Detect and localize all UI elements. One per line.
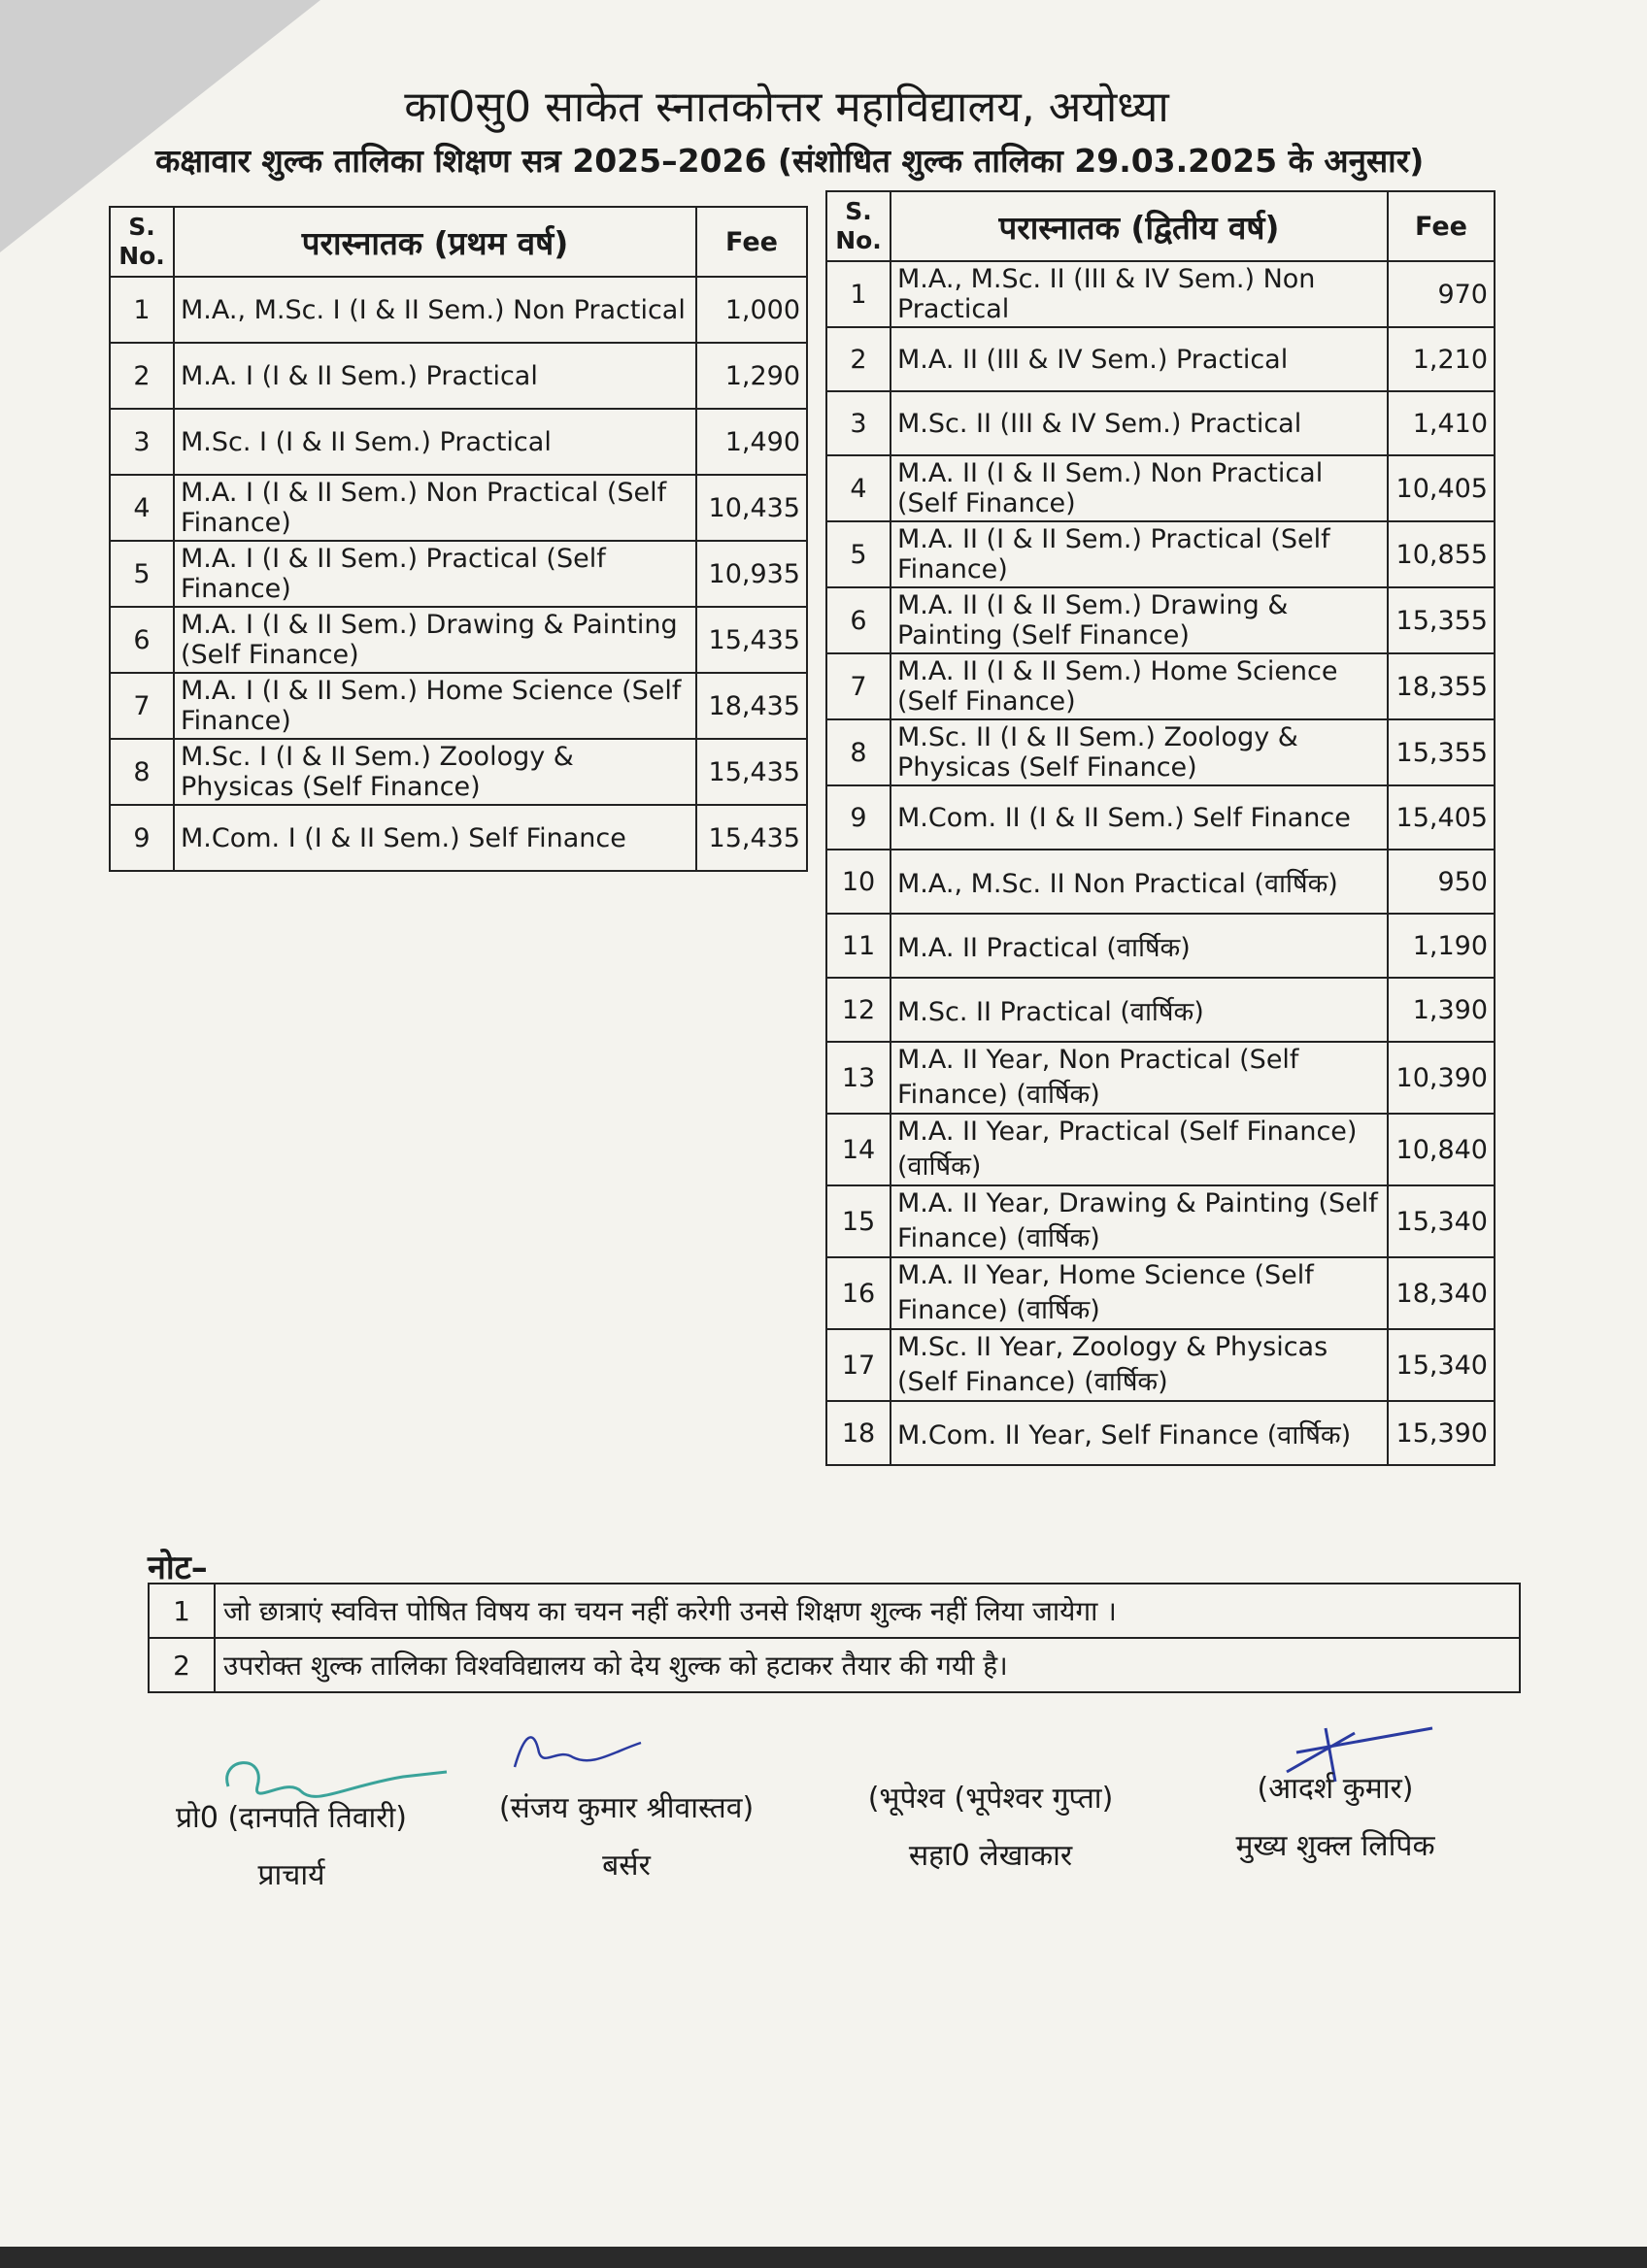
table-row [110, 805, 807, 871]
row-sno: 1 [110, 277, 174, 343]
signatory-name: (संजय कुमार श्रीवास्तव) [498, 1791, 755, 1825]
row-course-name: M.Sc. II (I & II Sem.) Zoology & Physicas (Self Finance) [891, 719, 1388, 785]
row-sno: 8 [110, 739, 174, 805]
row-fee: 1,390 [1388, 978, 1495, 1042]
row-sno: 5 [110, 541, 174, 607]
row-fee: 1,210 [1388, 327, 1495, 391]
row-sno: 18 [826, 1401, 891, 1465]
row-course-name: M.A. II Year, Practical (Self Finance) (वार्षिक) [891, 1114, 1388, 1185]
row-fee: 18,355 [1388, 653, 1495, 719]
row-sno: 11 [826, 914, 891, 978]
table-row [826, 653, 1495, 719]
row-sno: 4 [110, 475, 174, 541]
row-sno: 7 [826, 653, 891, 719]
note-text: जो छात्राएं स्ववित्त पोषित विषय का चयन नहीं करेगी उनसे शिक्षण शुल्क नहीं लिया जायेगा । [215, 1584, 1520, 1638]
scan-bottom-edge [0, 2247, 1647, 2268]
row-course-name: M.A. I (I & II Sem.) Drawing & Painting (Self Finance) [174, 607, 696, 673]
row-sno: 14 [826, 1114, 891, 1185]
table-row [826, 587, 1495, 653]
table-row [110, 409, 807, 475]
table-row [826, 1329, 1495, 1401]
col-sno-header: S. No. [826, 191, 891, 261]
row-sno: 17 [826, 1329, 891, 1401]
table-row [826, 1401, 1495, 1465]
table-row [826, 455, 1495, 521]
table-row [826, 1185, 1495, 1257]
row-fee: 15,340 [1388, 1329, 1495, 1401]
signatory-name: (भूपेश्व (भूपेश्वर गुप्ता) [867, 1782, 1114, 1816]
signature-scribble-bursar [505, 1723, 651, 1782]
row-sno: 2 [826, 327, 891, 391]
row-fee: 15,435 [696, 805, 807, 871]
note-number: 2 [149, 1638, 215, 1692]
row-course-name: M.A. II Year, Non Practical (Self Finance) (वार्षिक) [891, 1042, 1388, 1114]
row-fee: 18,340 [1388, 1257, 1495, 1329]
row-fee: 10,435 [696, 475, 807, 541]
row-fee: 10,405 [1388, 455, 1495, 521]
table-row [826, 1257, 1495, 1329]
signatory-principal [146, 1796, 437, 1893]
row-course-name: M.A., M.Sc. II (III & IV Sem.) Non Practical [891, 261, 1388, 327]
row-course-name: M.Com. II (I & II Sem.) Self Finance [891, 785, 1388, 850]
table-row [826, 1114, 1495, 1185]
row-fee: 950 [1388, 850, 1495, 914]
col-fee-header: Fee [1388, 191, 1495, 261]
table-row [826, 327, 1495, 391]
row-sno: 1 [826, 261, 891, 327]
table-row [110, 673, 807, 739]
row-fee: 1,000 [696, 277, 807, 343]
row-course-name: M.A. II Year, Drawing & Painting (Self Finance) (वार्षिक) [891, 1185, 1388, 1257]
signatory-designation: प्राचार्य [257, 1858, 325, 1892]
signatory-designation: सहा0 लेखाकार [908, 1839, 1073, 1873]
college-title: का0सु0 साकेत स्नातकोत्तर महाविद्यालय, अयोध्या [404, 83, 1169, 132]
row-fee: 15,390 [1388, 1401, 1495, 1465]
row-course-name: M.A. II Practical (वार्षिक) [891, 914, 1388, 978]
signatory-bursar [476, 1786, 777, 1884]
row-fee: 15,405 [1388, 785, 1495, 850]
row-course-name: M.A. I (I & II Sem.) Practical [174, 343, 696, 409]
row-course-name: M.Sc. I (I & II Sem.) Practical [174, 409, 696, 475]
row-fee: 1,410 [1388, 391, 1495, 455]
row-fee: 1,190 [1388, 914, 1495, 978]
col-name-header: परास्नातक (द्वितीय वर्ष) [891, 191, 1388, 261]
table-row [110, 343, 807, 409]
row-sno: 9 [826, 785, 891, 850]
row-fee: 10,390 [1388, 1042, 1495, 1114]
notes-table [148, 1583, 1521, 1693]
col-sno-header: S. No. [110, 207, 174, 277]
row-sno: 13 [826, 1042, 891, 1114]
signatory-designation: मुख्य शुक्ल लिपिक [1235, 1829, 1435, 1863]
row-fee: 15,435 [696, 739, 807, 805]
row-course-name: M.A. II Year, Home Science (Self Finance) (वार्षिक) [891, 1257, 1388, 1329]
first-year-rows [110, 277, 807, 871]
table-row [110, 277, 807, 343]
row-course-name: M.A. II (I & II Sem.) Practical (Self Finance) [891, 521, 1388, 587]
row-fee: 10,935 [696, 541, 807, 607]
row-fee: 1,490 [696, 409, 807, 475]
row-course-name: M.A. II (I & II Sem.) Non Practical (Self Finance) [891, 455, 1388, 521]
col-fee-header: Fee [696, 207, 807, 277]
table-row [110, 739, 807, 805]
row-fee: 15,355 [1388, 719, 1495, 785]
first-year-fee-table [109, 206, 808, 872]
row-sno: 3 [110, 409, 174, 475]
row-course-name: M.A. II (III & IV Sem.) Practical [891, 327, 1388, 391]
row-course-name: M.Com. I (I & II Sem.) Self Finance [174, 805, 696, 871]
note-label: नोट– [148, 1549, 208, 1587]
row-course-name: M.Com. II Year, Self Finance (वार्षिक) [891, 1401, 1388, 1465]
row-sno: 9 [110, 805, 174, 871]
second-year-fee-table [825, 190, 1496, 1466]
row-course-name: M.A. I (I & II Sem.) Non Practical (Self Finance) [174, 475, 696, 541]
row-course-name: M.A. II (I & II Sem.) Home Science (Self Finance) [891, 653, 1388, 719]
row-fee: 18,435 [696, 673, 807, 739]
table-row [826, 391, 1495, 455]
table-row [826, 850, 1495, 914]
row-course-name: M.A. II (I & II Sem.) Drawing & Painting (Self Finance) [891, 587, 1388, 653]
table-row [826, 785, 1495, 850]
table-row [826, 261, 1495, 327]
table-row [826, 521, 1495, 587]
row-sno: 4 [826, 455, 891, 521]
row-course-name: M.Sc. II (III & IV Sem.) Practical [891, 391, 1388, 455]
row-course-name: M.Sc. II Year, Zoology & Physicas (Self Finance) (वार्षिक) [891, 1329, 1388, 1401]
signatory-accountant [835, 1777, 1146, 1874]
note-number: 1 [149, 1584, 215, 1638]
row-course-name: M.A., M.Sc. II Non Practical (वार्षिक) [891, 850, 1388, 914]
note-row [149, 1638, 1520, 1692]
signatory-name: प्रो0 (दानपति तिवारी) [175, 1801, 408, 1835]
row-fee: 970 [1388, 261, 1495, 327]
row-course-name: M.A., M.Sc. I (I & II Sem.) Non Practical [174, 277, 696, 343]
row-fee: 1,290 [696, 343, 807, 409]
row-course-name: M.Sc. I (I & II Sem.) Zoology & Physicas (Self Finance) [174, 739, 696, 805]
table-row [826, 914, 1495, 978]
signatory-name: (आदर्श कुमार) [1257, 1772, 1414, 1806]
row-sno: 6 [826, 587, 891, 653]
col-name-header: परास्नातक (प्रथम वर्ष) [174, 207, 696, 277]
row-sno: 8 [826, 719, 891, 785]
row-sno: 7 [110, 673, 174, 739]
table-row [110, 475, 807, 541]
row-sno: 2 [110, 343, 174, 409]
row-sno: 12 [826, 978, 891, 1042]
row-sno: 5 [826, 521, 891, 587]
row-sno: 15 [826, 1185, 891, 1257]
row-fee: 15,435 [696, 607, 807, 673]
table-row [826, 978, 1495, 1042]
table-row [110, 607, 807, 673]
row-fee: 15,340 [1388, 1185, 1495, 1257]
signatory-designation: बर्सर [602, 1849, 651, 1883]
note-row [149, 1584, 1520, 1638]
row-course-name: M.A. I (I & II Sem.) Practical (Self Finance) [174, 541, 696, 607]
row-sno: 10 [826, 850, 891, 914]
signatory-clerk [1190, 1767, 1481, 1864]
row-course-name: M.Sc. II Practical (वार्षिक) [891, 978, 1388, 1042]
document-subtitle: कक्षावार शुल्क तालिका शिक्षण सत्र 2025–2026 (संशोधित शुल्क तालिका 29.03.2025 के अनुसार) [155, 142, 1425, 180]
row-sno: 16 [826, 1257, 891, 1329]
note-text: उपरोक्त शुल्क तालिका विश्वविद्यालय को देय शुल्क को हटाकर तैयार की गयी है। [215, 1638, 1520, 1692]
row-sno: 6 [110, 607, 174, 673]
table-row [826, 1042, 1495, 1114]
row-fee: 10,840 [1388, 1114, 1495, 1185]
table-row [826, 719, 1495, 785]
second-year-rows [826, 261, 1495, 1465]
row-fee: 15,355 [1388, 587, 1495, 653]
table-row [110, 541, 807, 607]
row-sno: 3 [826, 391, 891, 455]
row-course-name: M.A. I (I & II Sem.) Home Science (Self Finance) [174, 673, 696, 739]
row-fee: 10,855 [1388, 521, 1495, 587]
